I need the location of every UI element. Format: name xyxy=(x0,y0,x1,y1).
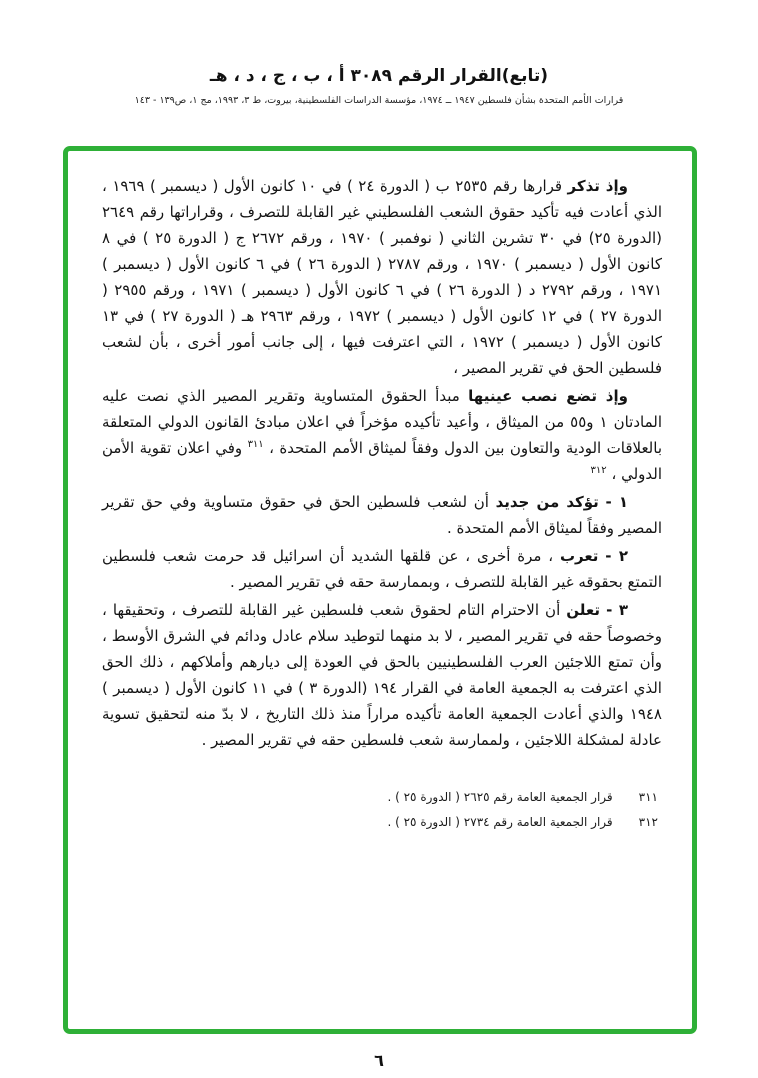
footnote-312 xyxy=(102,810,658,835)
paragraph-lead: وإذ تضع نصب عينيها xyxy=(468,387,628,405)
resolution-text xyxy=(68,151,692,753)
document-header xyxy=(0,66,758,106)
paragraph-lead: تعلن xyxy=(566,601,601,619)
item-number: ١ - xyxy=(605,493,628,511)
paragraph-item-3 xyxy=(102,597,662,753)
paragraph-text: قرارها رقم ٢٥٣٥ ب ( الدورة ٢٤ ) في ١٠ كانون الأول ( ديسمبر ) ١٩٦٩ ، الذي أعادت فيه تأكيد حقوق الشعب الفلسطيني غير القابلة للتصرف ، وقراراتها رقم ٢٦٤٩ (الدورة ٢٥) في ٣٠ تشرين الثاني ( نوفمبر ) ١٩٧٠ ، ورقم ٢٦٧٢ ج ( الدورة ٢٥ ) في ٨ كانون الأول ( ديسمبر ) ١٩٧٠ ، ورقم ٢٧٨٧ ( الدورة ٢٦ ) في ٦ كانون الأول ( ديسمبر ) ١٩٧١ ، ورقم ٢٧٩٢ د ( الدورة ٢٦ ) في ٦ كانون الأول ( ديسمبر ) ١٩٧١ ، ورقم ٢٩٥٥ ( الدورة ٢٧ ) في ١٢ كانون الأول ( ديسمبر ) ١٩٧٢ ، ورقم ٢٩٦٣ هـ ( الدورة ٢٧ ) في ١٣ كانون الأول ( ديسمبر ) ١٩٧٢ ، التي اعترفت فيها ، إلى جانب أمور أخرى ، بأن لشعب فلسطين الحق في تقرير المصير ، xyxy=(102,177,663,377)
footnote-number: ٣١٢ xyxy=(638,815,658,829)
paragraph-item-2 xyxy=(102,543,662,595)
page-footer xyxy=(0,1051,758,1070)
paragraph-bearing-in-mind xyxy=(102,383,662,487)
footnote-text: قرار الجمعية العامة رقم ٢٦٢٥ ( الدورة ٢٥ ) . xyxy=(387,790,613,804)
paragraph-lead: وإذ تذكر xyxy=(567,177,628,195)
document-title: (تابع)القرار الرقم ٣٠٨٩ أ ، ب ، ج ، د ، هـ xyxy=(209,66,549,86)
footnote-ref-311: ٣١١ xyxy=(247,439,264,450)
footnotes xyxy=(68,755,692,835)
document-source-line: قرارات الأمم المتحدة بشأن فلسطين ١٩٤٧ ــ ١٩٧٤، مؤسسة الدراسات الفلسطينية، بيروت، ط ٣، ١٩٩٣، مج ١، ص١٣٩ - ١٤٣ xyxy=(134,95,624,106)
footnote-ref-312: ٣١٢ xyxy=(590,465,607,476)
paragraph-lead: تعرب xyxy=(559,547,599,565)
paragraph-text: ، مرة أخرى ، عن قلقها الشديد أن اسرائيل قد حرمت شعب فلسطين التمتع بحقوقه غير القابلة للتصرف ، وبممارسة حقه في تقرير المصير . xyxy=(102,547,662,591)
paragraph-text: أن لشعب فلسطين الحق في حقوق متساوية وفي حق تقرير المصير وفقاً لميثاق الأمم المتحدة . xyxy=(102,493,662,537)
paragraph-text: مبدأ الحقوق المتساوية وتقرير المصير الذي نصت عليه المادتان ١ و٥٥ من الميثاق ، وأعيد تأكيده مؤخراً في اعلان مبادئ القانون الدولي المتعلقة بالعلاقات الودية والتعاون بين الدول وفقاً لميثاق الأمم المتحدة ، xyxy=(102,387,662,457)
footnote-311 xyxy=(102,785,658,810)
paragraph-item-1 xyxy=(102,489,662,541)
paragraph-text: أن الاحترام التام لحقوق شعب فلسطين غير القابلة للتصرف ، وتحقيقها ، وخصوصاً حقه في تقرير المصير ، لا بد منهما لتوطيد سلام عادل ودائم في الشرق الأوسط ، وأن تمتع اللاجئين العرب الفلسطينيين بالحق في العودة إلى ديارهم وأملاكهم ، ذلك الحق الذي اعترفت به الجمعية العامة في القرار ١٩٤ (الدورة ٣ ) في ١١ كانون الأول ( ديسمبر ) ١٩٤٨ والذي أعادت الجمعية العامة تأكيده مراراً منذ ذلك التاريخ ، لا بدّ منه لتحقيق تسوية عادلة لمشكلة اللاجئين ، ولممارسة شعب فلسطين حقه في تقرير المصير . xyxy=(102,601,662,749)
content-border-box xyxy=(63,146,697,1034)
page-number: ٦ xyxy=(374,1051,384,1070)
footnote-text: قرار الجمعية العامة رقم ٢٧٣٤ ( الدورة ٢٥ ) . xyxy=(387,815,613,829)
paragraph-text: وفي اعلان تقوية الأمن الدولي ، xyxy=(102,439,662,483)
paragraph-lead: تؤكد من جديد xyxy=(495,493,599,511)
paragraph-recalling xyxy=(102,173,662,381)
item-number: ٢ - xyxy=(605,547,628,565)
footnote-number: ٣١١ xyxy=(638,790,658,804)
item-number: ٣ - xyxy=(606,601,628,619)
